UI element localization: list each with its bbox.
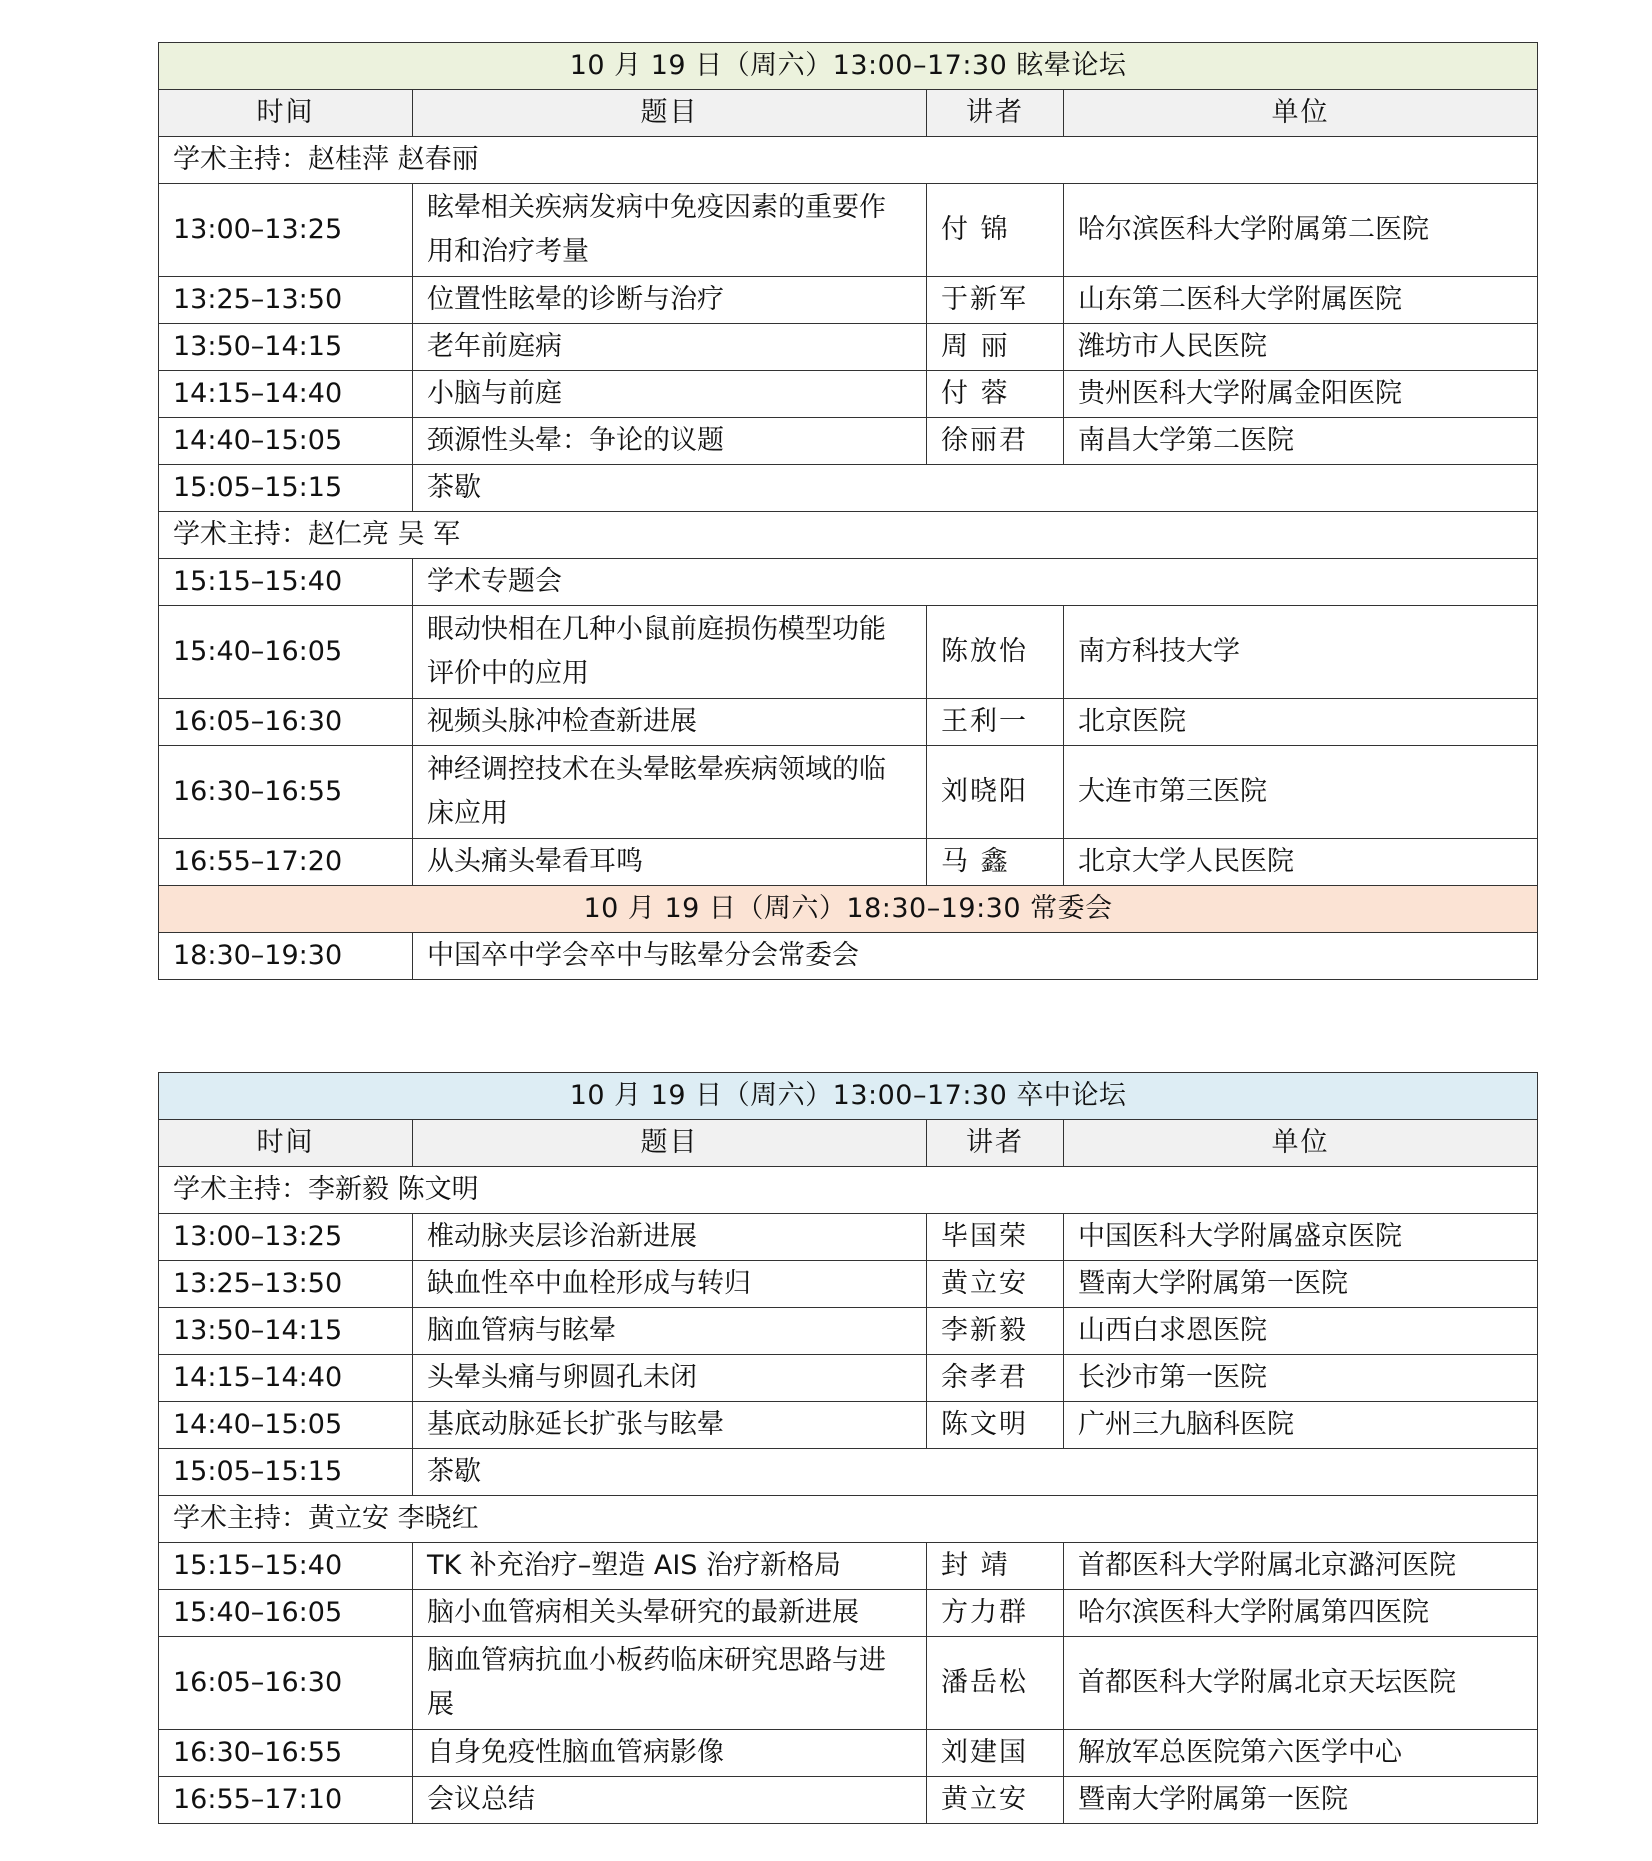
row-unit: 潍坊市人民医院 bbox=[1064, 324, 1538, 371]
row-unit: 中国医科大学附属盛京医院 bbox=[1064, 1214, 1538, 1261]
header-row bbox=[159, 90, 1538, 137]
row-topic: 眩晕相关疾病发病中免疫因素的重要作用和治疗考量 bbox=[413, 184, 927, 277]
special-label: 学术专题会 bbox=[413, 559, 1538, 606]
row-topic: 头晕头痛与卵圆孔未闭 bbox=[413, 1355, 927, 1402]
table-row bbox=[159, 699, 1538, 746]
row-topic: 脑血管病抗血小板药临床研究思路与进展 bbox=[413, 1637, 927, 1730]
row-speaker: 余孝君 bbox=[927, 1355, 1064, 1402]
row-topic: TK 补充治疗–塑造 AIS 治疗新格局 bbox=[413, 1543, 927, 1590]
row-topic: 缺血性卒中血栓形成与转归 bbox=[413, 1261, 927, 1308]
row-topic: 颈源性头晕：争论的议题 bbox=[413, 418, 927, 465]
table-row bbox=[159, 839, 1538, 886]
row-speaker: 付 蓉 bbox=[927, 371, 1064, 418]
table-row bbox=[159, 1777, 1538, 1824]
row-time: 13:00–13:25 bbox=[159, 184, 413, 277]
row-topic: 会议总结 bbox=[413, 1777, 927, 1824]
table-row bbox=[159, 1355, 1538, 1402]
break-label: 茶歇 bbox=[413, 1449, 1538, 1496]
row-speaker: 马 鑫 bbox=[927, 839, 1064, 886]
table-row bbox=[159, 1261, 1538, 1308]
row-time: 13:50–14:15 bbox=[159, 324, 413, 371]
row-speaker: 王利一 bbox=[927, 699, 1064, 746]
row-unit: 大连市第三医院 bbox=[1064, 746, 1538, 839]
header-time: 时间 bbox=[159, 1120, 413, 1167]
row-time: 13:00–13:25 bbox=[159, 1214, 413, 1261]
row-time: 16:55–17:20 bbox=[159, 839, 413, 886]
row-unit: 暨南大学附属第一医院 bbox=[1064, 1261, 1538, 1308]
row-time: 16:05–16:30 bbox=[159, 1637, 413, 1730]
row-time: 15:40–16:05 bbox=[159, 606, 413, 699]
row-time: 15:15–15:40 bbox=[159, 1543, 413, 1590]
break-time: 15:05–15:15 bbox=[159, 1449, 413, 1496]
row-topic: 老年前庭病 bbox=[413, 324, 927, 371]
host-label: 学术主持：赵仁亮 吴 军 bbox=[159, 512, 1538, 559]
row-time: 14:15–14:40 bbox=[159, 1355, 413, 1402]
header-topic: 题目 bbox=[413, 1120, 927, 1167]
row-unit: 山东第二医科大学附属医院 bbox=[1064, 277, 1538, 324]
row-topic: 小脑与前庭 bbox=[413, 371, 927, 418]
row-topic: 基底动脉延长扩张与眩晕 bbox=[413, 1402, 927, 1449]
row-unit: 山西白求恩医院 bbox=[1064, 1308, 1538, 1355]
row-speaker: 封 靖 bbox=[927, 1543, 1064, 1590]
row-topic: 神经调控技术在头晕眩晕疾病领域的临床应用 bbox=[413, 746, 927, 839]
forum-title: 10 月 19 日（周六）13:00–17:30 卒中论坛 bbox=[159, 1073, 1538, 1120]
row-speaker: 陈放怡 bbox=[927, 606, 1064, 699]
table-row bbox=[159, 1590, 1538, 1637]
row-time: 13:25–13:50 bbox=[159, 277, 413, 324]
table-row bbox=[159, 1214, 1538, 1261]
table-row bbox=[159, 1637, 1538, 1730]
header-speaker: 讲者 bbox=[927, 1120, 1064, 1167]
row-time: 14:40–15:05 bbox=[159, 1402, 413, 1449]
table-row bbox=[159, 746, 1538, 839]
header-row bbox=[159, 1120, 1538, 1167]
row-topic: 位置性眩晕的诊断与治疗 bbox=[413, 277, 927, 324]
header-unit: 单位 bbox=[1064, 90, 1538, 137]
table-row bbox=[159, 371, 1538, 418]
row-unit: 南方科技大学 bbox=[1064, 606, 1538, 699]
row-time: 14:15–14:40 bbox=[159, 371, 413, 418]
host-label: 学术主持：李新毅 陈文明 bbox=[159, 1167, 1538, 1214]
row-topic: 椎动脉夹层诊治新进展 bbox=[413, 1214, 927, 1261]
row-speaker: 黄立安 bbox=[927, 1777, 1064, 1824]
host-row bbox=[159, 512, 1538, 559]
row-topic: 脑血管病与眩晕 bbox=[413, 1308, 927, 1355]
row-unit: 广州三九脑科医院 bbox=[1064, 1402, 1538, 1449]
row-topic: 脑小血管病相关头晕研究的最新进展 bbox=[413, 1590, 927, 1637]
row-unit: 贵州医科大学附属金阳医院 bbox=[1064, 371, 1538, 418]
row-unit: 哈尔滨医科大学附属第二医院 bbox=[1064, 184, 1538, 277]
forum-title-row bbox=[159, 1073, 1538, 1120]
row-unit: 长沙市第一医院 bbox=[1064, 1355, 1538, 1402]
vertigo-forum-table bbox=[158, 42, 1538, 980]
row-time: 16:05–16:30 bbox=[159, 699, 413, 746]
committee-title: 10 月 19 日（周六）18:30–19:30 常委会 bbox=[159, 886, 1538, 933]
table-row bbox=[159, 1402, 1538, 1449]
row-time: 16:30–16:55 bbox=[159, 746, 413, 839]
row-speaker: 方力群 bbox=[927, 1590, 1064, 1637]
header-topic: 题目 bbox=[413, 90, 927, 137]
row-time: 16:30–16:55 bbox=[159, 1730, 413, 1777]
row-time: 15:40–16:05 bbox=[159, 1590, 413, 1637]
committee-title-row bbox=[159, 886, 1538, 933]
forum-title-row bbox=[159, 43, 1538, 90]
row-unit: 北京大学人民医院 bbox=[1064, 839, 1538, 886]
row-unit: 解放军总医院第六医学中心 bbox=[1064, 1730, 1538, 1777]
header-time: 时间 bbox=[159, 90, 413, 137]
table-row bbox=[159, 1543, 1538, 1590]
row-speaker: 李新毅 bbox=[927, 1308, 1064, 1355]
row-unit: 暨南大学附属第一医院 bbox=[1064, 1777, 1538, 1824]
host-label: 学术主持：黄立安 李晓红 bbox=[159, 1496, 1538, 1543]
row-time: 16:55–17:10 bbox=[159, 1777, 413, 1824]
table-row bbox=[159, 1730, 1538, 1777]
forum-title: 10 月 19 日（周六）13:00–17:30 眩晕论坛 bbox=[159, 43, 1538, 90]
row-unit: 北京医院 bbox=[1064, 699, 1538, 746]
row-topic: 从头痛头晕看耳鸣 bbox=[413, 839, 927, 886]
break-row bbox=[159, 1449, 1538, 1496]
table-row bbox=[159, 1308, 1538, 1355]
table-row bbox=[159, 277, 1538, 324]
row-unit: 首都医科大学附属北京天坛医院 bbox=[1064, 1637, 1538, 1730]
row-speaker: 付 锦 bbox=[927, 184, 1064, 277]
row-time: 14:40–15:05 bbox=[159, 418, 413, 465]
header-unit: 单位 bbox=[1064, 1120, 1538, 1167]
stroke-forum-table bbox=[158, 1072, 1538, 1824]
table-row bbox=[159, 606, 1538, 699]
row-unit: 南昌大学第二医院 bbox=[1064, 418, 1538, 465]
row-unit: 哈尔滨医科大学附属第四医院 bbox=[1064, 1590, 1538, 1637]
row-speaker: 刘晓阳 bbox=[927, 746, 1064, 839]
row-topic: 眼动快相在几种小鼠前庭损伤模型功能评价中的应用 bbox=[413, 606, 927, 699]
row-speaker: 徐丽君 bbox=[927, 418, 1064, 465]
row-speaker: 刘建国 bbox=[927, 1730, 1064, 1777]
table-row bbox=[159, 418, 1538, 465]
committee-time: 18:30–19:30 bbox=[159, 933, 413, 980]
row-topic: 视频头脉冲检查新进展 bbox=[413, 699, 927, 746]
table-row bbox=[159, 184, 1538, 277]
row-time: 13:25–13:50 bbox=[159, 1261, 413, 1308]
break-label: 茶歇 bbox=[413, 465, 1538, 512]
row-speaker: 陈文明 bbox=[927, 1402, 1064, 1449]
row-speaker: 潘岳松 bbox=[927, 1637, 1064, 1730]
host-row bbox=[159, 1167, 1538, 1214]
row-topic: 自身免疫性脑血管病影像 bbox=[413, 1730, 927, 1777]
committee-label: 中国卒中学会卒中与眩晕分会常委会 bbox=[413, 933, 1538, 980]
host-label: 学术主持：赵桂萍 赵春丽 bbox=[159, 137, 1538, 184]
break-row bbox=[159, 465, 1538, 512]
header-speaker: 讲者 bbox=[927, 90, 1064, 137]
row-unit: 首都医科大学附属北京潞河医院 bbox=[1064, 1543, 1538, 1590]
row-speaker: 毕国荣 bbox=[927, 1214, 1064, 1261]
special-session-row bbox=[159, 559, 1538, 606]
break-time: 15:05–15:15 bbox=[159, 465, 413, 512]
row-time: 13:50–14:15 bbox=[159, 1308, 413, 1355]
host-row bbox=[159, 137, 1538, 184]
committee-row bbox=[159, 933, 1538, 980]
row-speaker: 周 丽 bbox=[927, 324, 1064, 371]
row-speaker: 于新军 bbox=[927, 277, 1064, 324]
host-row bbox=[159, 1496, 1538, 1543]
row-speaker: 黄立安 bbox=[927, 1261, 1064, 1308]
special-time: 15:15–15:40 bbox=[159, 559, 413, 606]
table-row bbox=[159, 324, 1538, 371]
